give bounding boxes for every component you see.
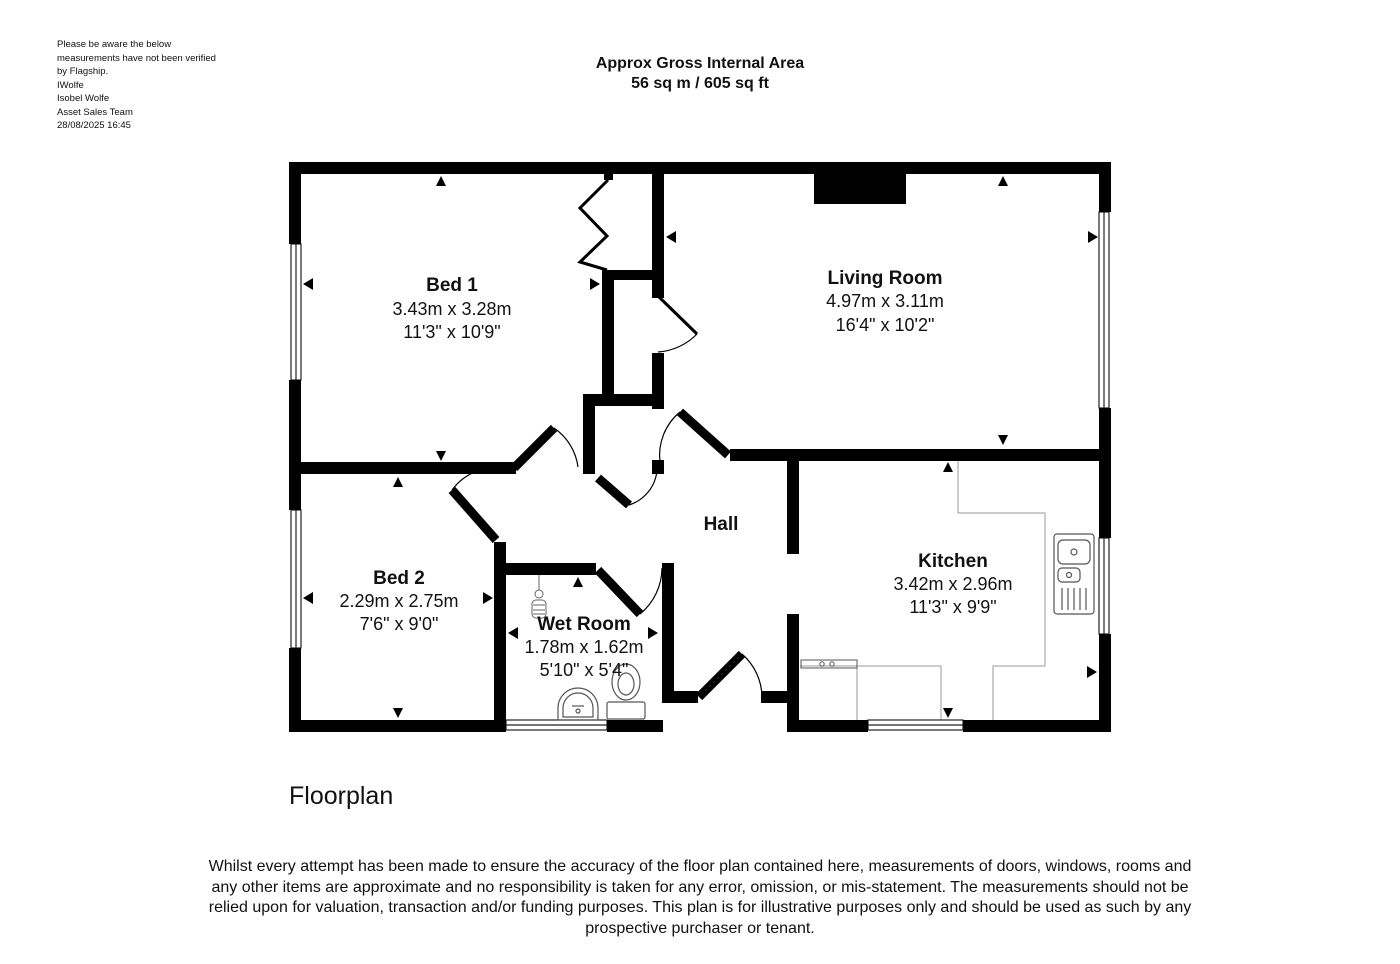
disclaimer-line: prospective purchaser or tenant. [585,919,815,937]
room-size-metric: 3.42m x 2.96m [893,574,1013,594]
note-line: Asset Sales Team [57,106,133,118]
note-line: measurements have not been verified [57,52,216,64]
note-line: Isobel Wolfe [57,93,110,104]
walls [289,162,1111,732]
room-name: Kitchen [918,551,988,572]
note-line: 28/08/2025 16:45 [57,120,131,131]
room-size-metric: 4.97m x 3.11m [826,291,944,311]
shower-icon [532,575,546,618]
note-line: Please be aware the below [57,39,172,50]
room-name: Bed 1 [426,275,478,296]
room-label-bed-2 [339,568,458,634]
disclaimer-line: relied upon for valuation, transaction and/or funding purposes. This plan is for illustrative purposes only and should be used as such by any [208,899,1192,916]
room-name: Hall [703,514,739,535]
room-name: Bed 2 [373,568,425,589]
room-name: Living Room [827,268,943,289]
area-value: 56 sq m / 605 sq ft [631,75,769,92]
room-label-kitchen [893,551,1012,617]
room-size-metric: 2.29m x 2.75m [339,591,459,611]
room-size-imperial: 5'10" x 5'4" [539,660,629,680]
room-size-imperial: 11'3" x 9'9" [909,597,997,617]
room-label-hall [704,514,739,535]
note-line: by Flagship. [57,66,109,77]
room-label-bed-1 [392,275,511,342]
floorplan-title: Floorplan [289,782,394,810]
room-size-metric: 1.78m x 1.62m [524,637,644,657]
disclaimer-line: Whilst every attempt has been made to ensure the accuracy of the floor plan contained here, measurements of doors, windows, rooms and [208,858,1192,875]
kitchen-sink-icon [1054,534,1094,614]
disclaimer [150,857,1250,939]
hob-icon [801,660,857,668]
room-size-metric: 3.43m x 3.28m [392,299,512,319]
basin-icon [558,688,598,720]
note-line: IWolfe [57,79,84,91]
room-name: Wet Room [537,614,631,635]
room-label-wet-room [524,614,643,680]
room-label-living-room [826,268,944,335]
room-size-imperial: 11'3" x 10'9" [403,322,501,342]
dimension-arrows [303,176,1098,718]
area-title: Approx Gross Internal Area [595,55,805,72]
room-size-imperial: 7'6" x 9'0" [359,614,439,634]
disclaimer-line: any other items are approximate and no responsibility is taken for any error, omission, or mis-statement. The measurements should not be [211,878,1189,896]
room-size-imperial: 16'4" x 10'2" [835,315,935,335]
